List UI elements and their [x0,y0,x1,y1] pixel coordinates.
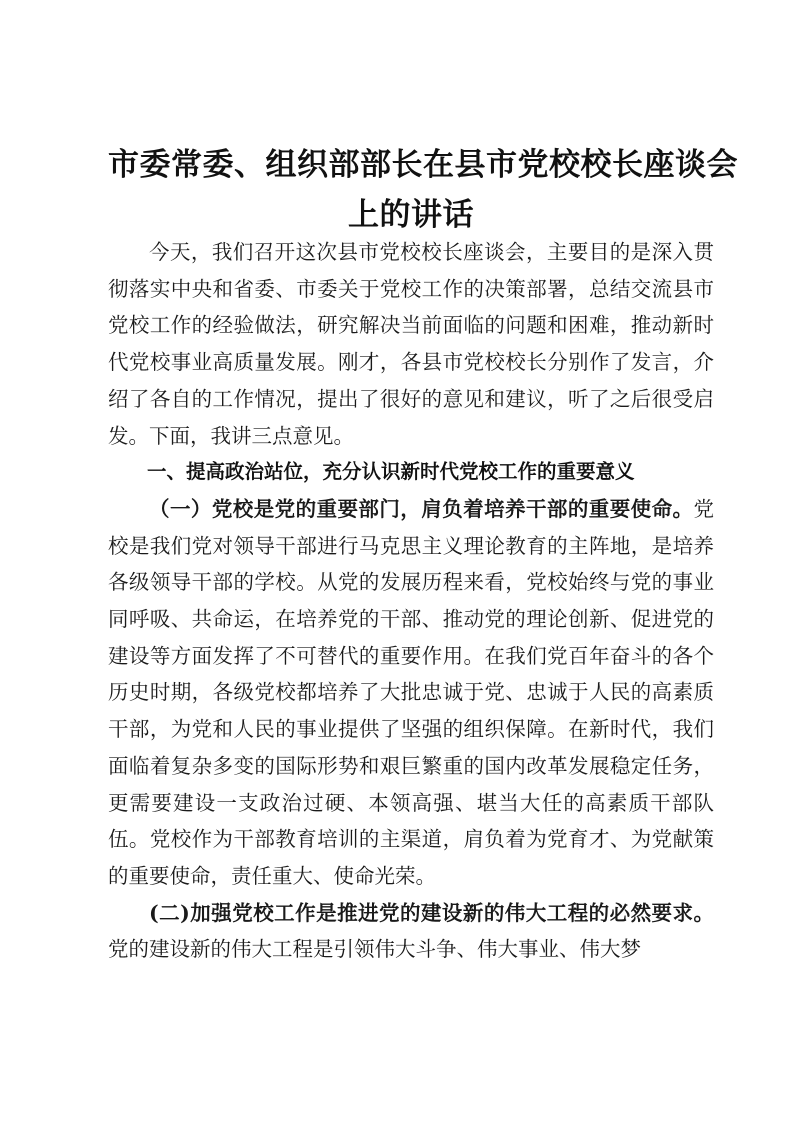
document-body [108,140,738,968]
subsection-1-paragraph [108,491,714,895]
intro-paragraph: 今天，我们召开这次县市党校校长座谈会，主要目的是深入贯彻落实中央和省委、市委关于党校工作的决策部署，总结交流县市党校工作的经验做法，研究解决当前面临的问题和困难，推动新时代党校事业高质量发展。刚才，各县市党校校长分别作了发言，介绍了各自的工作情况，提出了很好的意见和建议，听了之后很受启发。下面，我讲三点意见。 [108,240,714,448]
section-heading-1: 一、提高政治站位，充分认识新时代党校工作的重要意义 [147,460,635,484]
subsection-1-heading: （一）党校是党的重要部门，肩负着培养干部的重要使命。 [149,496,694,521]
title-line-1: 市委常委、组织部部长在县市党校校长座谈会 [108,147,738,183]
document-title [108,140,738,240]
subsection-2-paragraph [108,895,714,968]
title-line-2: 上的讲话 [348,197,474,233]
subsection-1-body: 党校是我们党对领导干部进行马克思主义理论教育的主阵地，是培养各级领导干部的学校。从党的发展历程来看，党校始终与党的事业同呼吸、共命运，在培养党的干部、推动党的理论创新、促进党的建设等方面发挥了不可替代的重要作用。在我们党百年奋斗的各个历史时期，各级党校都培养了大批忠诚于党、忠诚于人民的高素质干部，为党和人民的事业提供了坚强的组织保障。在新时代，我们面临着复杂多变的国际形势和艰巨繁重的国内改革发展稳定任务，更需要建设一支政治过硬、本领高强、堪当大任的高素质干部队伍。党校作为干部教育培训的主渠道，肩负着为党育才、为党献策的重要使命，责任重大、使命光荣。 [108,496,714,888]
subsection-2-body: 党的建设新的伟大工程是引领伟大斗争、伟大事业、伟大梦 [108,937,641,962]
subsection-2-heading: (二)加强党校工作是推进党的建设新的伟大工程的必然要求。 [149,900,714,925]
